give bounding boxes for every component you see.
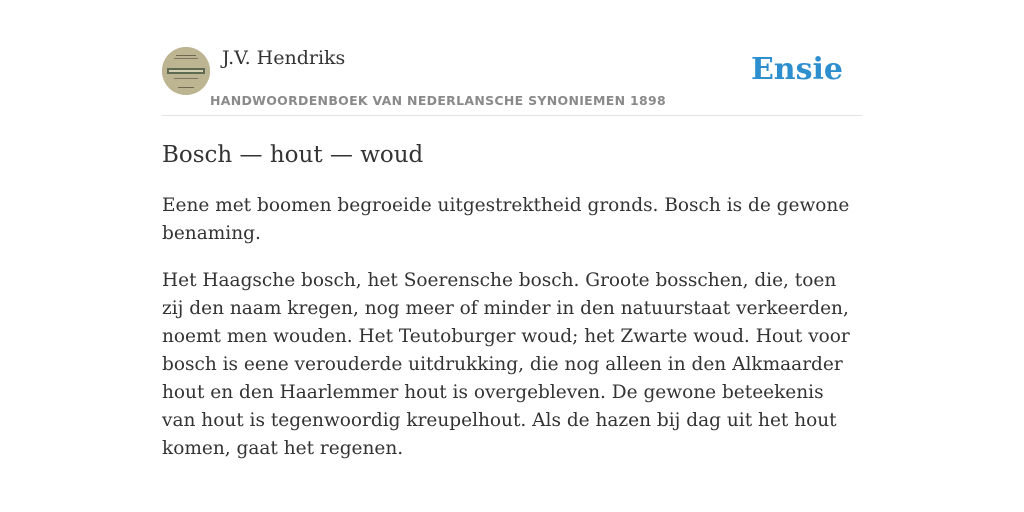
entry-paragraph: Eene met boomen begroeide uitgestrektheid gronds. Bosch is de gewone benaming. xyxy=(162,195,850,244)
source-title[interactable]: HANDWOORDENBOEK VAN NEDERLANSCHE SYNONIEMEN 1898 xyxy=(210,93,667,108)
book-cover-icon xyxy=(162,47,210,95)
entry-title: Bosch — hout — woud xyxy=(162,142,424,168)
entry-content xyxy=(162,192,852,482)
avatar[interactable] xyxy=(162,47,210,95)
brand-logo[interactable]: Ensie xyxy=(750,52,843,87)
entry-paragraph: Het Haagsche bosch, het Soerensche bosch. Groote bosschen, die, toen zij den naam kregen, nog meer of minder in den natuurstaat verkeerden, noemt men wouden. Het Teutoburger woud; het Zwarte woud. Hout voor bosch is eene verouderde uitdrukking, die nog alleen in den Alkmaarder hout en den Haarlemmer hout is overgebleven. De gewone beteekenis van hout is tegenwoordig kreupelhout. Als de hazen bij dag uit het hout komen, gaat het regenen. xyxy=(162,270,850,459)
header-divider xyxy=(162,115,862,116)
author-name[interactable]: J.V. Hendriks xyxy=(222,47,346,69)
